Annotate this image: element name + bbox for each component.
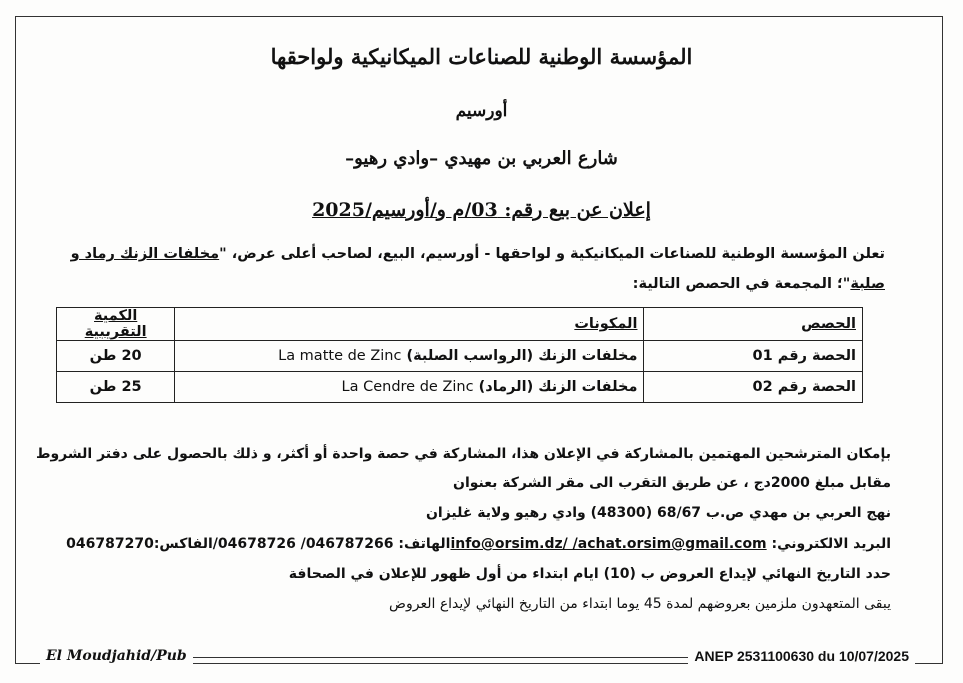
intro-highlight: مخلفات الزنك رماد و صلبة [70,246,885,292]
components-fr: La matte de Zinc [278,348,402,364]
table-header-row [57,308,863,341]
components-ar: مخلفات الزنك (الرماد) [478,379,638,395]
intro-paragraph [28,239,885,299]
lot-cell: الحصة رقم 02 [644,372,863,403]
quantity-cell: 20 طن [57,341,175,372]
email-label: البريد الالكتروني: [771,536,891,552]
components-fr: La Cendre de Zinc [341,379,474,395]
components-cell [175,372,644,403]
header-lot: الحصص [644,308,863,341]
publication-name: El Moudjahid/Pub [40,648,193,664]
intro-text-after: "؛ المجمعة في الحصص التالية: [632,276,851,292]
organization-acronym: أورسيم [455,101,508,121]
table-row [57,372,863,403]
announcement-title: إعلان عن بيع رقم: 03/م و/أورسيم/2025 [312,199,651,221]
header-components: المكونات [175,308,644,341]
lots-table [56,307,863,403]
components-ar: مخلفات الزنك (الرواسب الصلبة) [406,348,638,364]
header-quantity: الكمية التقريبية [57,308,175,341]
intro-text-before: تعلن المؤسسة الوطنية للصناعات الميكانيكية و لواحقها - أورسيم، البيع، لصاحب أعلى عرض، " [219,246,885,262]
anep-reference: ANEP 2531100630 du 10/07/2025 [688,648,915,664]
contact-line [30,536,891,552]
validity-text: يبقى المتعهدون ملزمين بعروضهم لمدة 45 يوما ابتداء من التاريخ النهائي لإيداع العروض [389,596,891,612]
deadline-text: حدد التاريخ النهائي لإيداع العروض ب (10) ايام ابتداء من أول ظهور للإعلان في الصحافة [288,566,891,582]
lot-cell: الحصة رقم 01 [644,341,863,372]
organization-title: المؤسسة الوطنية للصناعات الميكانيكية ولواحقها [270,44,693,69]
participation-paragraph: بإمكان المترشحين المهتمين بالمشاركة في الإعلان هذا، المشاركة في حصة واحدة أو أكثر، و ذلك بالحصول على دفتر الشروط مقابل مبلغ 2000دج ، عن طريق التقرب الى مقر الشركة بعنوان [35,446,891,491]
email-links[interactable]: info@orsim.dz/ /achat.orsim@gmail.com [450,536,767,552]
components-cell [175,341,644,372]
company-address: نهج العربي بن مهدي ص.ب 68/67 (48300) وادي رهيو ولاية غليزان [425,505,891,521]
table-row [57,341,863,372]
quantity-cell: 25 طن [57,372,175,403]
phone-fax: الهاتف: 046787266/ 04678726/الفاكس:046787270 [66,536,451,552]
organization-street: شارع العربي بن مهيدي –وادي رهيو– [345,148,618,169]
